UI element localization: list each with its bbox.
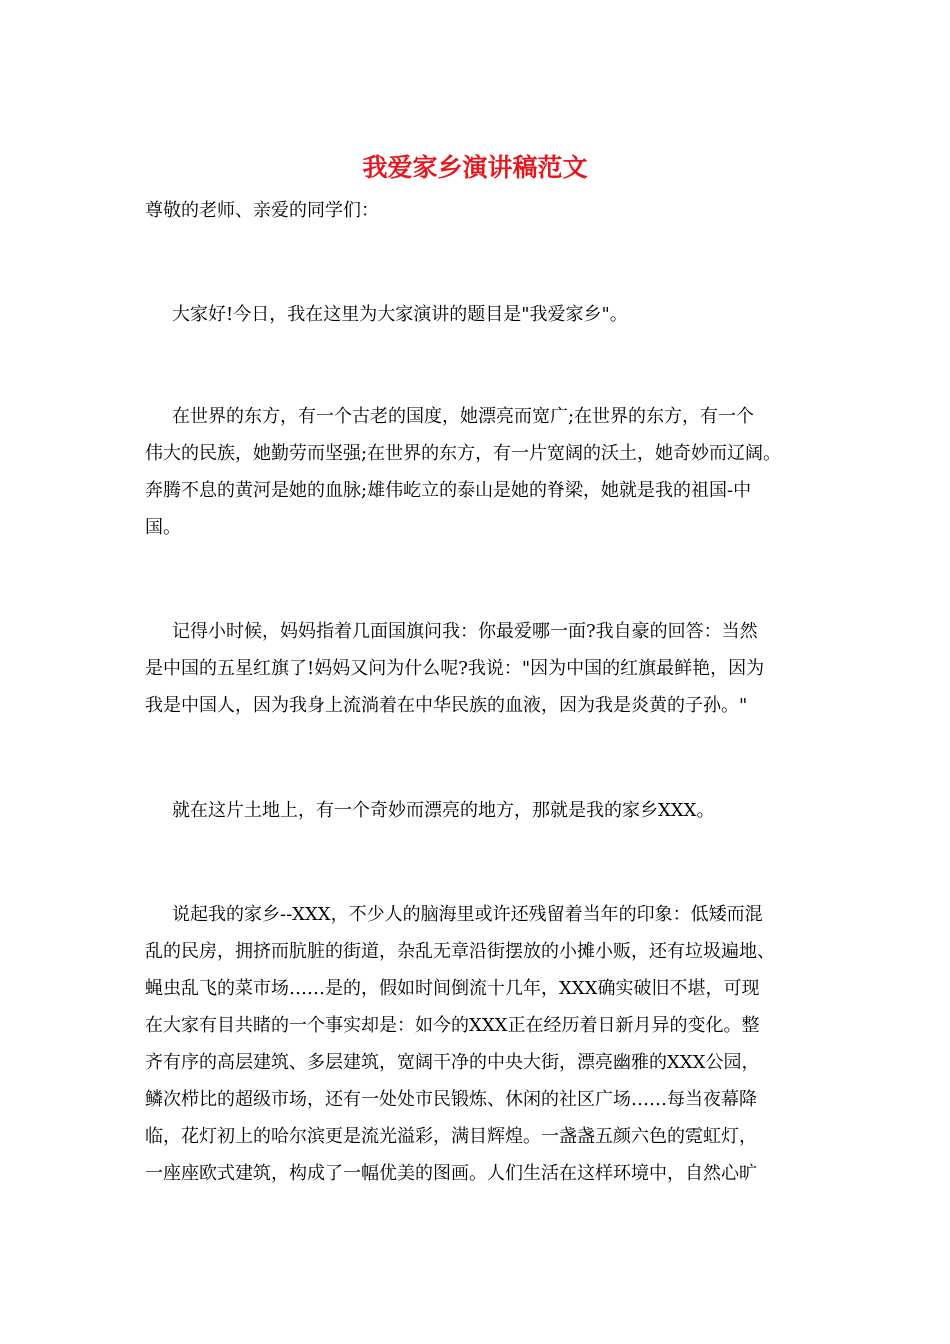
paragraph-line: 齐有序的高层建筑、多层建筑，宽阔干净的中央大街，漂亮幽雅的XXX公园， bbox=[145, 1052, 760, 1073]
paragraph-line: 是中国的五星红旗了!妈妈又问为什么呢?我说："因为中国的红旗最鲜艳，因为 bbox=[145, 658, 765, 679]
paragraph-motherland bbox=[145, 398, 825, 546]
paragraph-line: 在世界的东方，有一个古老的国度，她漂亮而宽广;在世界的东方，有一个 bbox=[172, 406, 755, 427]
paragraph-line: 就在这片土地上，有一个奇妙而漂亮的地方，那就是我的家乡XXX。 bbox=[172, 800, 715, 821]
paragraph-line: 临，花灯初上的哈尔滨更是流光溢彩，满目辉煌。一盏盏五颜六色的霓虹灯， bbox=[145, 1126, 757, 1147]
paragraph-line: 伟大的民族，她勤劳而坚强;在世界的东方，有一片宽阔的沃土，她奇妙而辽阔。 bbox=[145, 443, 782, 464]
paragraph-line: 记得小时候，妈妈指着几面国旗问我：你最爱哪一面?我自豪的回答：当然 bbox=[172, 621, 758, 642]
salutation: 尊敬的老师、亲爱的同学们： bbox=[145, 200, 379, 221]
paragraph-line: 鳞次栉比的超级市场，还有一处处市民锻炼、休闲的社区广场……每当夜幕降 bbox=[145, 1089, 757, 1110]
paragraph-line: 蝇虫乱飞的菜市场……是的，假如时间倒流十几年，XXX确实破旧不堪，可现 bbox=[145, 978, 760, 999]
document-title: 我爱家乡演讲稿范文 bbox=[362, 153, 588, 182]
paragraph-line: 奔腾不息的黄河是她的血脉;雄伟屹立的泰山是她的脊梁，她就是我的祖国-中 bbox=[145, 480, 752, 501]
paragraph-line: 我是中国人，因为我身上流淌着在中华民族的血液，因为我是炎黄的子孙。" bbox=[145, 695, 748, 716]
paragraph-line: 大家好!今日，我在这里为大家演讲的题目是"我爱家乡"。 bbox=[172, 304, 628, 325]
paragraph-childhood bbox=[145, 613, 825, 724]
paragraph-line: 说起我的家乡--XXX，不少人的脑海里或许还残留着当年的印象：低矮而混 bbox=[172, 904, 763, 925]
paragraph-line: 乱的民房，拥挤而肮脏的街道，杂乱无章沿街摆放的小摊小贩，还有垃圾遍地、 bbox=[145, 941, 775, 962]
paragraph-hometown bbox=[145, 792, 825, 829]
paragraph-changes bbox=[145, 896, 825, 1192]
paragraph-line: 国。 bbox=[145, 517, 181, 538]
paragraph-line: 在大家有目共睹的一个事实却是：如今的XXX正在经历着日新月异的变化。整 bbox=[145, 1015, 760, 1036]
paragraph-line: 一座座欧式建筑，构成了一幅优美的图画。人们生活在这样环境中，自然心旷 bbox=[145, 1163, 757, 1184]
paragraph-greeting bbox=[145, 296, 825, 333]
